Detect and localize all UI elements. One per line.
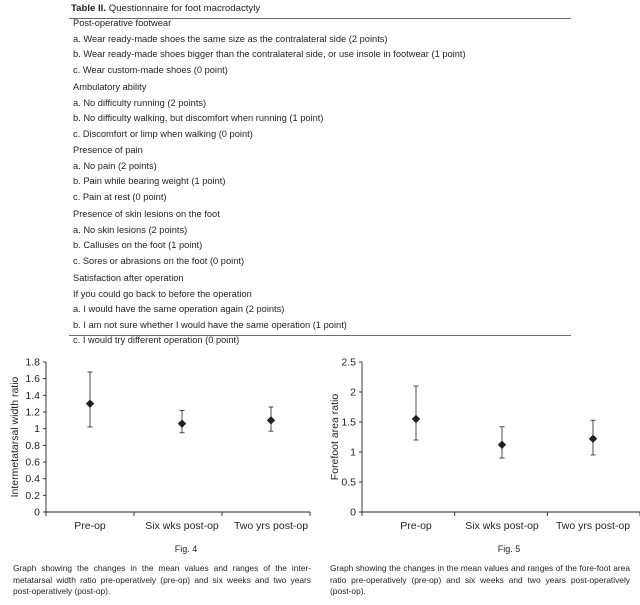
section-pain [73,143,225,205]
option-line: c. Discomfort or limp when walking (0 point) [73,128,253,139]
y-tick-label: 1.4 [25,389,40,402]
y-tick-label: 1 [34,423,40,436]
section-heading: Post-operative footwear [73,18,172,28]
option-line: c. I would try different operation (0 point) [73,335,240,346]
option-line: c. Pain at rest (0 point) [73,191,167,202]
mean-marker [412,415,420,423]
fig4-chart [0,352,310,552]
y-tick-label: 0.5 [341,476,356,489]
x-tick-label: Pre-op [74,520,106,532]
section-heading: Ambulatory ability [73,82,147,92]
y-tick-label: 0.2 [25,489,40,502]
mean-marker [178,419,186,427]
figure-5 [322,352,640,552]
figure-label: Fig. 5 [497,544,521,554]
fig4-caption: Graph showing the changes in the mean values and ranges of the inter-metatarsal width ratio pre-operatively (pre-op) and six weeks and two years post-operatively (post-op). [13,563,311,596]
table-title-text: Questionnaire for foot macrodactyly [108,3,261,14]
table-bottom-rule [69,335,571,336]
option-line: b. Calluses on the foot (1 point) [73,240,203,251]
figure-4 [0,352,310,552]
fig5-chart [322,352,640,552]
option-line: a. I would have the same operation again (2 points) [73,304,285,315]
option-line: If you could go back to before the operation [73,288,252,299]
option-line: b. I am not sure whether I would have the same operation (1 point) [73,319,347,330]
mean-marker [589,435,597,443]
table-label: Table II. [71,3,107,14]
section-ambulatory [73,80,323,142]
data-point-group [86,372,94,427]
x-tick-label: Two yrs post-op [233,520,309,532]
x-tick-label: Pre-op [400,520,432,532]
y-tick-label: 2.5 [341,356,356,369]
y-tick-label: 2 [350,386,356,399]
y-tick-label: 1 [350,446,356,459]
x-tick-label: Six wks post-op [145,520,219,532]
data-point-group [178,410,186,433]
y-axis-label: Intermetatarsal width ratio [9,376,21,498]
x-tick-label: Six wks post-op [465,520,539,532]
data-point-group [498,427,506,458]
option-line: c. Wear custom-made shoes (0 point) [73,64,228,75]
option-line: b. Wear ready-made shoes bigger than the contralateral side, or use insole in footwear (1 point) [73,49,466,60]
section-satisfaction [73,271,347,349]
x-tick-label: Two yrs post-op [555,520,631,532]
y-axis-label: Forefoot area ratio [329,393,341,481]
data-point-group [412,386,420,440]
y-tick-label: 1.5 [341,416,356,429]
mean-marker [267,416,275,424]
table-title [71,3,571,15]
data-point-group [267,407,275,431]
y-tick-label: 0.8 [25,439,40,452]
data-point-group [589,420,597,455]
section-heading: Presence of pain [73,145,143,155]
y-tick-label: 0.6 [25,456,40,469]
mean-marker [86,399,94,407]
y-tick-label: 1.6 [25,373,40,386]
option-line: a. No difficulty running (2 points) [73,97,207,108]
y-tick-label: 1.8 [25,356,40,369]
y-tick-label: 0 [34,506,40,519]
section-skin [73,207,244,269]
y-tick-label: 0.4 [25,473,40,486]
section-heading: Satisfaction after operation [73,273,184,283]
option-line: b. No difficulty walking, but discomfort when running (1 point) [73,113,324,124]
mean-marker [498,441,506,449]
y-tick-label: 0 [350,506,356,519]
option-line: a. No pain (2 points) [73,160,157,171]
option-line: a. No skin lesions (2 points) [73,224,188,235]
figure-label: Fig. 4 [174,544,198,554]
questionnaire-table [69,0,571,346]
section-footwear [73,16,466,78]
y-tick-label: 1.2 [25,406,40,419]
option-line: b. Pain while bearing weight (1 point) [73,176,226,187]
option-line: c. Sores or abrasions on the foot (0 point) [73,255,245,266]
section-heading: Presence of skin lesions on the foot [73,209,220,219]
option-line: a. Wear ready-made shoes the same size as the contralateral side (2 points) [73,33,388,44]
fig5-caption: Graph showing the changes in the mean values and ranges of the fore-foot area ratio pre-operatively (pre-op) and six weeks and two years post-operatively (post-op). [330,563,630,596]
